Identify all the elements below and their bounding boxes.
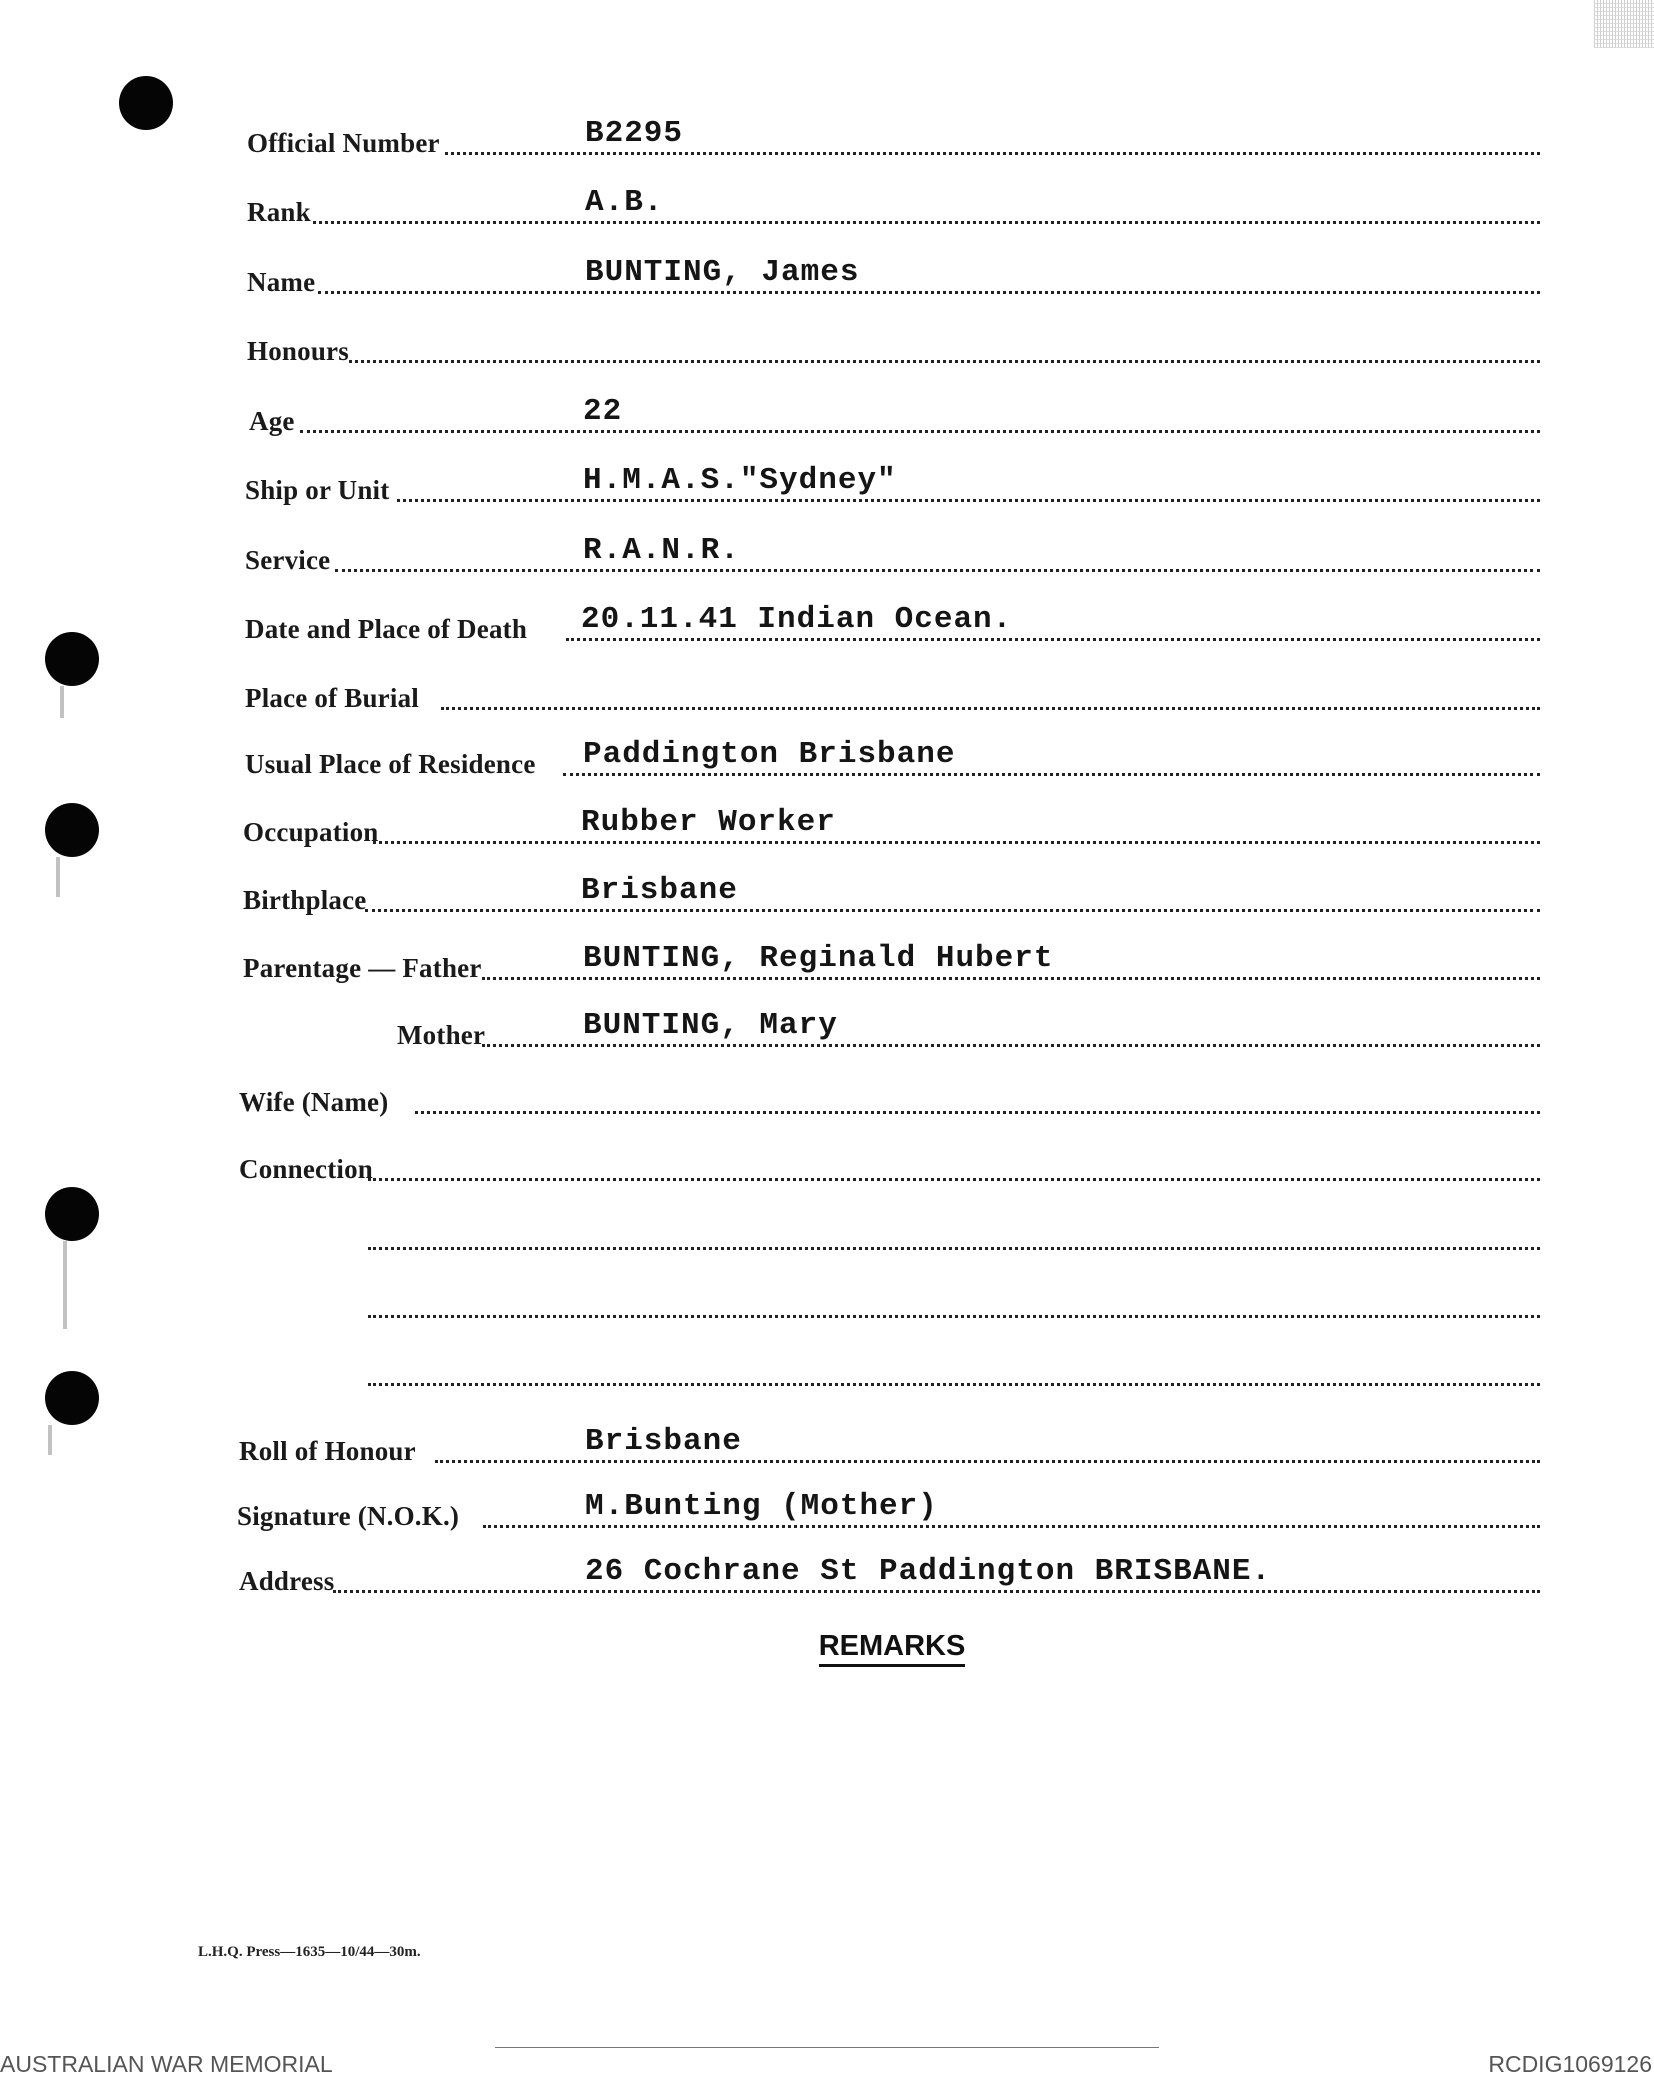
field-address [0, 1543, 1654, 1603]
field-value: 20.11.41 Indian Ocean. [581, 602, 1013, 637]
dotted-line [300, 430, 1540, 433]
dotted-line [441, 707, 1540, 710]
dotted-line [482, 1044, 1540, 1047]
dotted-line [349, 360, 1540, 363]
dotted-line [445, 152, 1540, 155]
dotted-line [435, 1460, 1540, 1463]
field-label: Official Number [247, 128, 440, 158]
field-ship-or-unit [0, 452, 1654, 512]
field-label: Place of Burial [245, 683, 419, 713]
dotted-line [335, 569, 1540, 572]
dotted-line [368, 1315, 1540, 1318]
field-label: Mother [397, 1020, 486, 1050]
dotted-line [373, 841, 1540, 844]
field-name [0, 244, 1654, 304]
dotted-line [415, 1111, 1540, 1114]
field-connection [0, 1131, 1654, 1191]
field-value: BUNTING, Reginald Hubert [583, 941, 1054, 976]
field-label: Rank [247, 197, 311, 227]
field-official-number [0, 105, 1654, 165]
field-label: Connection [239, 1154, 374, 1184]
field-value: Paddington Brisbane [583, 737, 956, 772]
remarks-heading: REMARKS [0, 1630, 1654, 1663]
field-value: B2295 [585, 116, 684, 151]
field-age [0, 383, 1654, 443]
field-rank [0, 174, 1654, 234]
field-label: Wife (Name) [239, 1087, 389, 1117]
field-value: A.B. [585, 185, 664, 220]
field-honours [0, 313, 1654, 373]
field-value: BUNTING, Mary [583, 1008, 838, 1043]
field-value: Brisbane [585, 1424, 742, 1459]
field-label: Parentage — Father [243, 953, 482, 983]
scan-artifact [1594, 0, 1654, 48]
field-value: M.Bunting (Mother) [585, 1489, 938, 1524]
field-label: Occupation [243, 817, 379, 847]
field-value: BUNTING, James [585, 255, 860, 290]
field-label: Name [247, 267, 316, 297]
dotted-line [333, 1590, 1540, 1593]
field-connection-line-2 [0, 1200, 1654, 1260]
dotted-line [368, 1178, 1540, 1181]
field-birthplace [0, 862, 1654, 922]
field-date-place-of-death [0, 591, 1654, 651]
field-parentage-mother [0, 997, 1654, 1057]
field-label: Age [249, 406, 295, 436]
field-label: Address [239, 1566, 335, 1596]
dotted-line [483, 1525, 1540, 1528]
field-label: Honours [247, 336, 349, 366]
dotted-line [313, 221, 1540, 224]
field-value: H.M.A.S."Sydney" [583, 463, 897, 498]
field-label: Ship or Unit [245, 475, 390, 505]
dotted-line [563, 773, 1540, 776]
footer-record-id: RCDIG1069126 [1488, 2051, 1652, 2077]
field-wife-name [0, 1064, 1654, 1124]
field-label: Usual Place of Residence [245, 749, 536, 779]
field-parentage-father [0, 930, 1654, 990]
dotted-line [368, 1383, 1540, 1386]
dotted-line [397, 499, 1540, 502]
field-value: 26 Cochrane St Paddington BRISBANE. [585, 1554, 1272, 1589]
footer-divider [495, 2047, 1159, 2048]
field-roll-of-honour [0, 1413, 1654, 1473]
dotted-line [566, 638, 1540, 641]
dotted-line [318, 291, 1540, 294]
footer-institution: AUSTRALIAN WAR MEMORIAL [0, 2051, 333, 2077]
field-value: 22 [583, 394, 623, 429]
field-label: Roll of Honour [239, 1436, 416, 1466]
print-code: L.H.Q. Press—1635—10/44—30m. [198, 1944, 421, 1960]
field-connection-line-4 [0, 1336, 1654, 1396]
dotted-line [365, 909, 1540, 912]
dotted-line [368, 1247, 1540, 1250]
dotted-line [482, 977, 1540, 980]
field-label: Date and Place of Death [245, 614, 528, 644]
field-label: Signature (N.O.K.) [237, 1501, 460, 1531]
field-service [0, 522, 1654, 582]
field-signature-nok [0, 1478, 1654, 1538]
field-value: R.A.N.R. [583, 533, 740, 568]
field-label: Service [245, 545, 331, 575]
field-value: Rubber Worker [581, 805, 836, 840]
field-label: Birthplace [243, 885, 367, 915]
field-occupation [0, 794, 1654, 854]
field-value: Brisbane [581, 873, 738, 908]
field-place-of-burial [0, 660, 1654, 720]
field-usual-place-of-residence [0, 726, 1654, 786]
field-connection-line-3 [0, 1268, 1654, 1328]
